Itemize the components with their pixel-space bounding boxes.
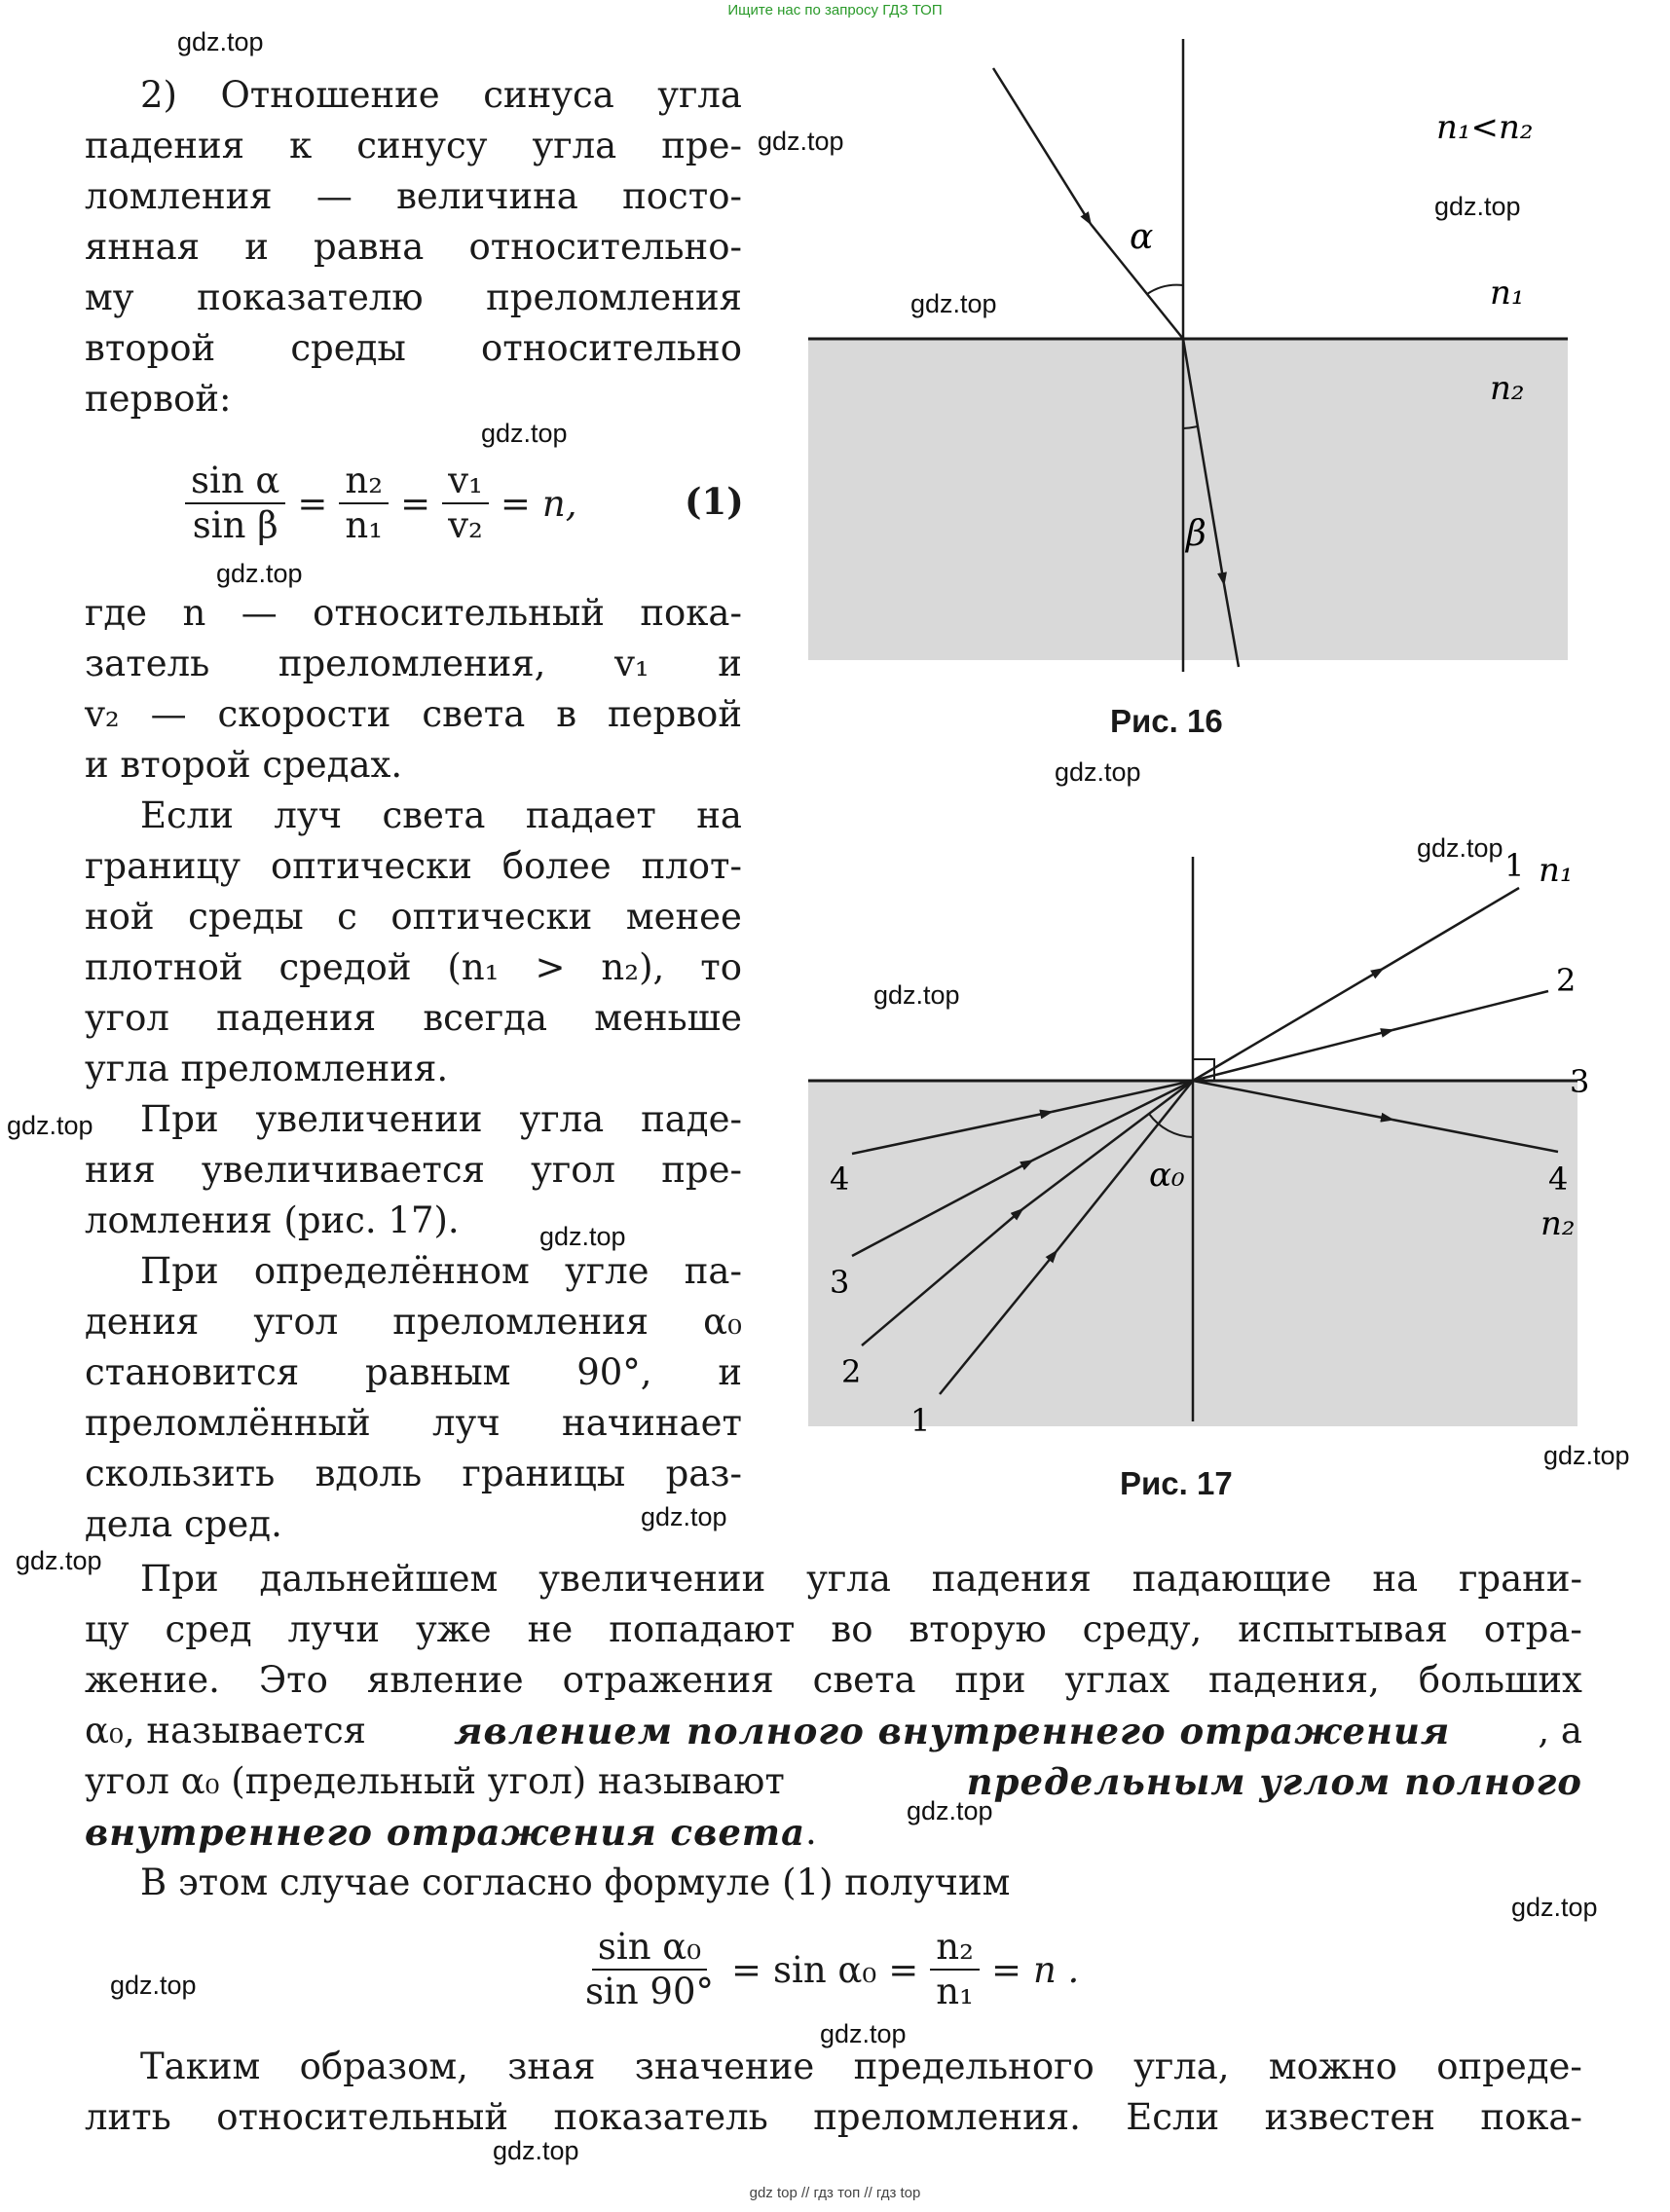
- word: скользить: [85, 1453, 276, 1494]
- text-line: первой:: [85, 378, 232, 420]
- formula-rhs: n .: [1032, 1948, 1080, 1991]
- word: преломления: [486, 276, 742, 318]
- watermark: gdz.top: [758, 127, 844, 156]
- text-line: [85, 2092, 1582, 2143]
- word: вторую: [909, 1608, 1047, 1650]
- word: среды: [188, 896, 304, 938]
- text-line: дела сред.: [85, 1503, 282, 1545]
- word: при: [954, 1659, 1026, 1701]
- alpha0-label: α₀: [1149, 1156, 1185, 1195]
- word: равным: [364, 1351, 511, 1393]
- word: уже: [415, 1608, 492, 1650]
- ray-label-in-3: 3: [830, 1264, 850, 1301]
- word: падения: [931, 1558, 1092, 1600]
- text-line: [85, 1297, 742, 1347]
- word: α₀: [703, 1301, 742, 1343]
- word: —: [150, 693, 187, 735]
- figure-16-caption: Рис. 16: [1110, 703, 1223, 739]
- word: пока-: [1480, 2096, 1582, 2138]
- paragraph-increase-angle: [85, 1094, 742, 1246]
- equals-sign: =: [888, 1948, 919, 1991]
- word: пре-: [661, 125, 742, 166]
- equals-sign: =: [990, 1948, 1021, 1991]
- word: v₂: [85, 693, 120, 735]
- refracted-ray-2: [1193, 1030, 1392, 1081]
- watermark: gdz.top: [481, 419, 568, 448]
- word: цу: [85, 1608, 130, 1650]
- incident-ray: [993, 68, 1091, 224]
- word: синусу: [356, 125, 488, 166]
- word: угла: [657, 74, 742, 116]
- numerator: n₂: [930, 1926, 980, 1971]
- word: луч: [431, 1402, 501, 1444]
- bottom-banner: gdz top // гдз топ // гдз top: [749, 2185, 921, 2201]
- denominator: sin 90°: [585, 1971, 714, 2012]
- text-line: [85, 222, 742, 273]
- word: больших: [1418, 1659, 1582, 1701]
- word: во: [831, 1608, 873, 1650]
- word: среду,: [1082, 1608, 1203, 1650]
- watermark: gdz.top: [110, 1971, 197, 2000]
- fraction-n: [930, 1926, 980, 2013]
- paragraph-conclusion: [85, 2042, 1582, 2143]
- text-line: [85, 892, 742, 942]
- word: При: [140, 1558, 219, 1600]
- beta-label: β: [1186, 514, 1206, 554]
- equals-sign: =: [500, 482, 531, 525]
- word: отражения: [562, 1659, 774, 1701]
- word: угол: [253, 1301, 339, 1343]
- word: к: [289, 125, 313, 166]
- word: При: [140, 1250, 219, 1292]
- watermark: gdz.top: [493, 2136, 579, 2165]
- text-line: [85, 942, 742, 993]
- text-line: [85, 273, 742, 323]
- watermark: gdz.top: [177, 27, 264, 56]
- word: и: [718, 1351, 742, 1393]
- word: угла: [532, 125, 617, 166]
- word: пока-: [640, 592, 742, 634]
- word: более: [501, 845, 612, 887]
- text-line: [85, 171, 742, 222]
- word: опреде-: [1436, 2046, 1582, 2087]
- word: лучи: [287, 1608, 381, 1650]
- word: всегда: [423, 997, 548, 1039]
- watermark: gdz.top: [1543, 1441, 1630, 1470]
- word: не: [527, 1608, 574, 1650]
- word: света: [812, 1659, 916, 1701]
- word: n: [182, 592, 206, 634]
- word: жение.: [85, 1659, 220, 1701]
- alpha-label: α: [1130, 217, 1154, 257]
- word: попадают: [609, 1608, 796, 1650]
- word: на: [696, 794, 742, 836]
- watermark: gdz.top: [1055, 757, 1141, 787]
- word: ломления: [85, 175, 273, 217]
- word: увеличивается: [201, 1149, 485, 1191]
- numerator: v₁: [442, 460, 489, 504]
- paragraph-denser-medium: [85, 791, 742, 1094]
- word: падения: [216, 997, 377, 1039]
- word: скорости: [217, 693, 391, 735]
- formula-number: (1): [685, 480, 744, 523]
- word: Таким: [140, 2046, 261, 2087]
- paragraph-snell-law: [85, 70, 742, 424]
- n1-label: n₁: [1539, 851, 1574, 890]
- ray-label-out-1: 1: [1504, 847, 1525, 884]
- top-banner: Ищите нас по запросу ГДЗ ТОП: [727, 2, 943, 18]
- watermark: gdz.top: [910, 289, 997, 318]
- word: ной: [85, 896, 155, 938]
- text-run: α₀, называется: [85, 1710, 367, 1751]
- refracted-ray-1-segment: [1383, 888, 1519, 969]
- figure-16: [798, 39, 1577, 720]
- term-critical-angle: предельным углом полного: [966, 1760, 1582, 1803]
- word: и: [718, 643, 742, 684]
- text-line: [85, 791, 742, 841]
- word: преломления,: [278, 643, 546, 684]
- word: n₂),: [601, 946, 665, 988]
- word: углах: [1064, 1659, 1170, 1701]
- index-ratio-label: n₁<n₂: [1436, 108, 1534, 147]
- ray-label-in-2: 2: [841, 1353, 862, 1390]
- word: увеличении: [538, 1558, 766, 1600]
- word: грани-: [1459, 1558, 1582, 1600]
- word: Это: [258, 1659, 328, 1701]
- word: меньше: [594, 997, 742, 1039]
- word: янная: [85, 226, 201, 268]
- word: Отношение: [220, 74, 440, 116]
- ray-label-in-4: 4: [830, 1161, 850, 1198]
- word: в: [556, 693, 577, 735]
- word: преломлённый: [85, 1402, 371, 1444]
- word: дения: [85, 1301, 200, 1343]
- text-line: [85, 1094, 742, 1145]
- equals-sign: =: [297, 482, 328, 525]
- word: падения,: [1208, 1659, 1380, 1701]
- word: с: [337, 896, 357, 938]
- word: становится: [85, 1351, 300, 1393]
- text-line: [85, 2042, 1582, 2092]
- paragraph-total-internal-reflection: [85, 1554, 1582, 1858]
- ray-label-out-2: 2: [1556, 962, 1577, 999]
- word: показателю: [197, 276, 424, 318]
- watermark: gdz.top: [1434, 192, 1521, 221]
- n2-label: n₂: [1540, 1204, 1576, 1243]
- formula-mid: sin α₀: [773, 1948, 877, 1991]
- text-run: .: [805, 1811, 817, 1853]
- word: второй: [85, 327, 216, 369]
- text-line: угла преломления.: [85, 1048, 449, 1089]
- text-run: , а: [1538, 1710, 1582, 1751]
- word: па-: [684, 1250, 742, 1292]
- text-line: [85, 121, 742, 171]
- ray-label-out-3: 3: [1570, 1063, 1590, 1100]
- numerator: sin α₀: [592, 1926, 707, 1971]
- text-line: [85, 70, 742, 121]
- text-line: [85, 1347, 742, 1398]
- word: на: [1372, 1558, 1419, 1600]
- ray-label-out-4: 4: [1548, 1161, 1569, 1198]
- text-line: [85, 1145, 742, 1196]
- word: среды: [290, 327, 406, 369]
- text-line: [85, 1756, 1582, 1807]
- term-critical-angle-cont: внутреннего отражения света: [85, 1811, 806, 1854]
- watermark: gdz.top: [907, 1796, 993, 1825]
- text-line: [85, 841, 742, 892]
- text-line: [85, 1449, 742, 1499]
- numerator: sin α: [185, 460, 285, 504]
- word: сред: [165, 1608, 252, 1650]
- word: угла: [806, 1558, 891, 1600]
- formula-rhs: n,: [541, 482, 577, 525]
- word: начинает: [562, 1402, 742, 1444]
- watermark: gdz.top: [873, 980, 960, 1010]
- text-line: ломления (рис. 17).: [85, 1199, 460, 1241]
- word: затель: [85, 643, 210, 684]
- text-line: [85, 1604, 1582, 1655]
- ray-label-in-1: 1: [910, 1402, 931, 1439]
- word: предельного: [853, 2046, 1095, 2087]
- word: угол: [85, 997, 169, 1039]
- word: определённом: [253, 1250, 530, 1292]
- n2-label: n₂: [1490, 369, 1525, 408]
- word: посто-: [622, 175, 742, 217]
- word: величина: [396, 175, 578, 217]
- word: —: [241, 592, 278, 634]
- word: и: [244, 226, 269, 268]
- word: 2): [140, 74, 177, 116]
- word: относительно-: [468, 226, 742, 268]
- word: показатель: [553, 2096, 768, 2138]
- denominator: v₂: [448, 504, 483, 546]
- word: пре-: [661, 1149, 742, 1191]
- denominator: n₁: [936, 1971, 974, 2012]
- numerator: n₂: [339, 460, 389, 504]
- denominator: n₁: [345, 504, 384, 546]
- watermark: gdz.top: [539, 1222, 626, 1251]
- word: >: [535, 946, 566, 988]
- word: первой: [607, 693, 742, 735]
- text-line: [85, 689, 742, 740]
- alpha-arc: [1147, 285, 1183, 294]
- word: угла,: [1133, 2046, 1230, 2087]
- word: синуса: [483, 74, 614, 116]
- refracted-ray-1: [1193, 969, 1383, 1081]
- equals-sign: =: [400, 482, 431, 525]
- fraction-n: [339, 460, 389, 547]
- word: света: [422, 693, 526, 735]
- fraction-sin-alpha0: [579, 1926, 720, 2013]
- formula-1: [185, 460, 576, 547]
- text-line: [85, 993, 742, 1044]
- word: (n₁: [447, 946, 500, 988]
- text-run: угол α₀ (предельный угол) называют: [85, 1760, 785, 1802]
- word: относительный: [216, 2096, 509, 2138]
- word: падения: [85, 125, 245, 166]
- word: равна: [314, 226, 425, 268]
- word: падает: [525, 794, 656, 836]
- word: падающие: [1132, 1558, 1332, 1600]
- watermark: gdz.top: [7, 1111, 93, 1140]
- word: где: [85, 592, 148, 634]
- watermark: gdz.top: [16, 1546, 102, 1575]
- word: плотной: [85, 946, 243, 988]
- watermark: gdz.top: [1511, 1893, 1598, 1922]
- word: зная: [507, 2046, 596, 2087]
- text-line: [85, 1554, 1582, 1604]
- text-line: В этом случае согласно формуле (1) получим: [140, 1862, 1011, 1903]
- word: паде-: [641, 1098, 742, 1140]
- text-line: [85, 1398, 742, 1449]
- word: значение: [634, 2046, 815, 2087]
- word: оптически: [270, 845, 472, 887]
- fraction-sin: [185, 460, 285, 547]
- word: луч: [274, 794, 343, 836]
- word: оптически: [390, 896, 593, 938]
- refracted-ray-2-segment: [1392, 991, 1548, 1030]
- word: угол: [531, 1149, 616, 1191]
- text-line: [85, 639, 742, 689]
- text-line: [85, 1655, 1582, 1706]
- paragraph-formula-intro: [140, 1858, 1010, 1908]
- word: лить: [85, 2096, 171, 2138]
- word: вдоль: [315, 1453, 423, 1494]
- watermark: gdz.top: [1417, 833, 1503, 863]
- word: относительный: [313, 592, 605, 634]
- fraction-v: [442, 460, 489, 547]
- word: раз-: [665, 1453, 742, 1494]
- figure-17: [798, 828, 1597, 1460]
- word: дальнейшем: [259, 1558, 499, 1600]
- word: то: [700, 946, 742, 988]
- word: Если: [140, 794, 234, 836]
- term-total-internal-reflection: явлением полного внутреннего отражения: [454, 1710, 1451, 1752]
- text-line: [85, 1706, 1582, 1756]
- watermark: gdz.top: [216, 559, 303, 588]
- word: явление: [366, 1659, 524, 1701]
- word: преломления.: [813, 2096, 1081, 2138]
- word: границу: [85, 845, 241, 887]
- paragraph-definitions: [85, 588, 742, 791]
- figure-17-caption: Рис. 17: [1120, 1465, 1233, 1501]
- word: относительно: [480, 327, 742, 369]
- paragraph-critical-angle: [85, 1246, 742, 1550]
- word: света: [382, 794, 486, 836]
- medium-2-region: [808, 339, 1568, 660]
- word: преломления: [392, 1301, 649, 1343]
- word: менее: [625, 896, 742, 938]
- word: угла: [519, 1098, 605, 1140]
- word: —: [315, 175, 353, 217]
- watermark: gdz.top: [820, 2019, 907, 2048]
- equals-sign: =: [731, 1948, 762, 1991]
- word: увеличении: [255, 1098, 483, 1140]
- word: средой: [278, 946, 412, 988]
- denominator: sin β: [192, 504, 278, 546]
- word: При: [140, 1098, 219, 1140]
- word: ния: [85, 1149, 156, 1191]
- word: отра-: [1483, 1608, 1582, 1650]
- text-line: [85, 588, 742, 639]
- word: Если: [1126, 2096, 1220, 2138]
- word: испытывая: [1238, 1608, 1448, 1650]
- formula-2: [579, 1926, 1079, 2013]
- word: известен: [1264, 2096, 1435, 2138]
- text-line: [85, 1246, 742, 1297]
- word: му: [85, 276, 134, 318]
- text-line: [85, 1807, 1582, 1858]
- word: 90°,: [576, 1351, 652, 1393]
- text-line: [85, 323, 742, 374]
- word: плот-: [641, 845, 742, 887]
- word: можно: [1268, 2046, 1397, 2087]
- text-line: и второй средах.: [85, 744, 403, 786]
- word: v₁: [614, 643, 649, 684]
- word: образом,: [299, 2046, 468, 2087]
- word: границы: [462, 1453, 626, 1494]
- n1-label: n₁: [1490, 274, 1525, 313]
- watermark: gdz.top: [641, 1502, 727, 1531]
- word: угле: [564, 1250, 649, 1292]
